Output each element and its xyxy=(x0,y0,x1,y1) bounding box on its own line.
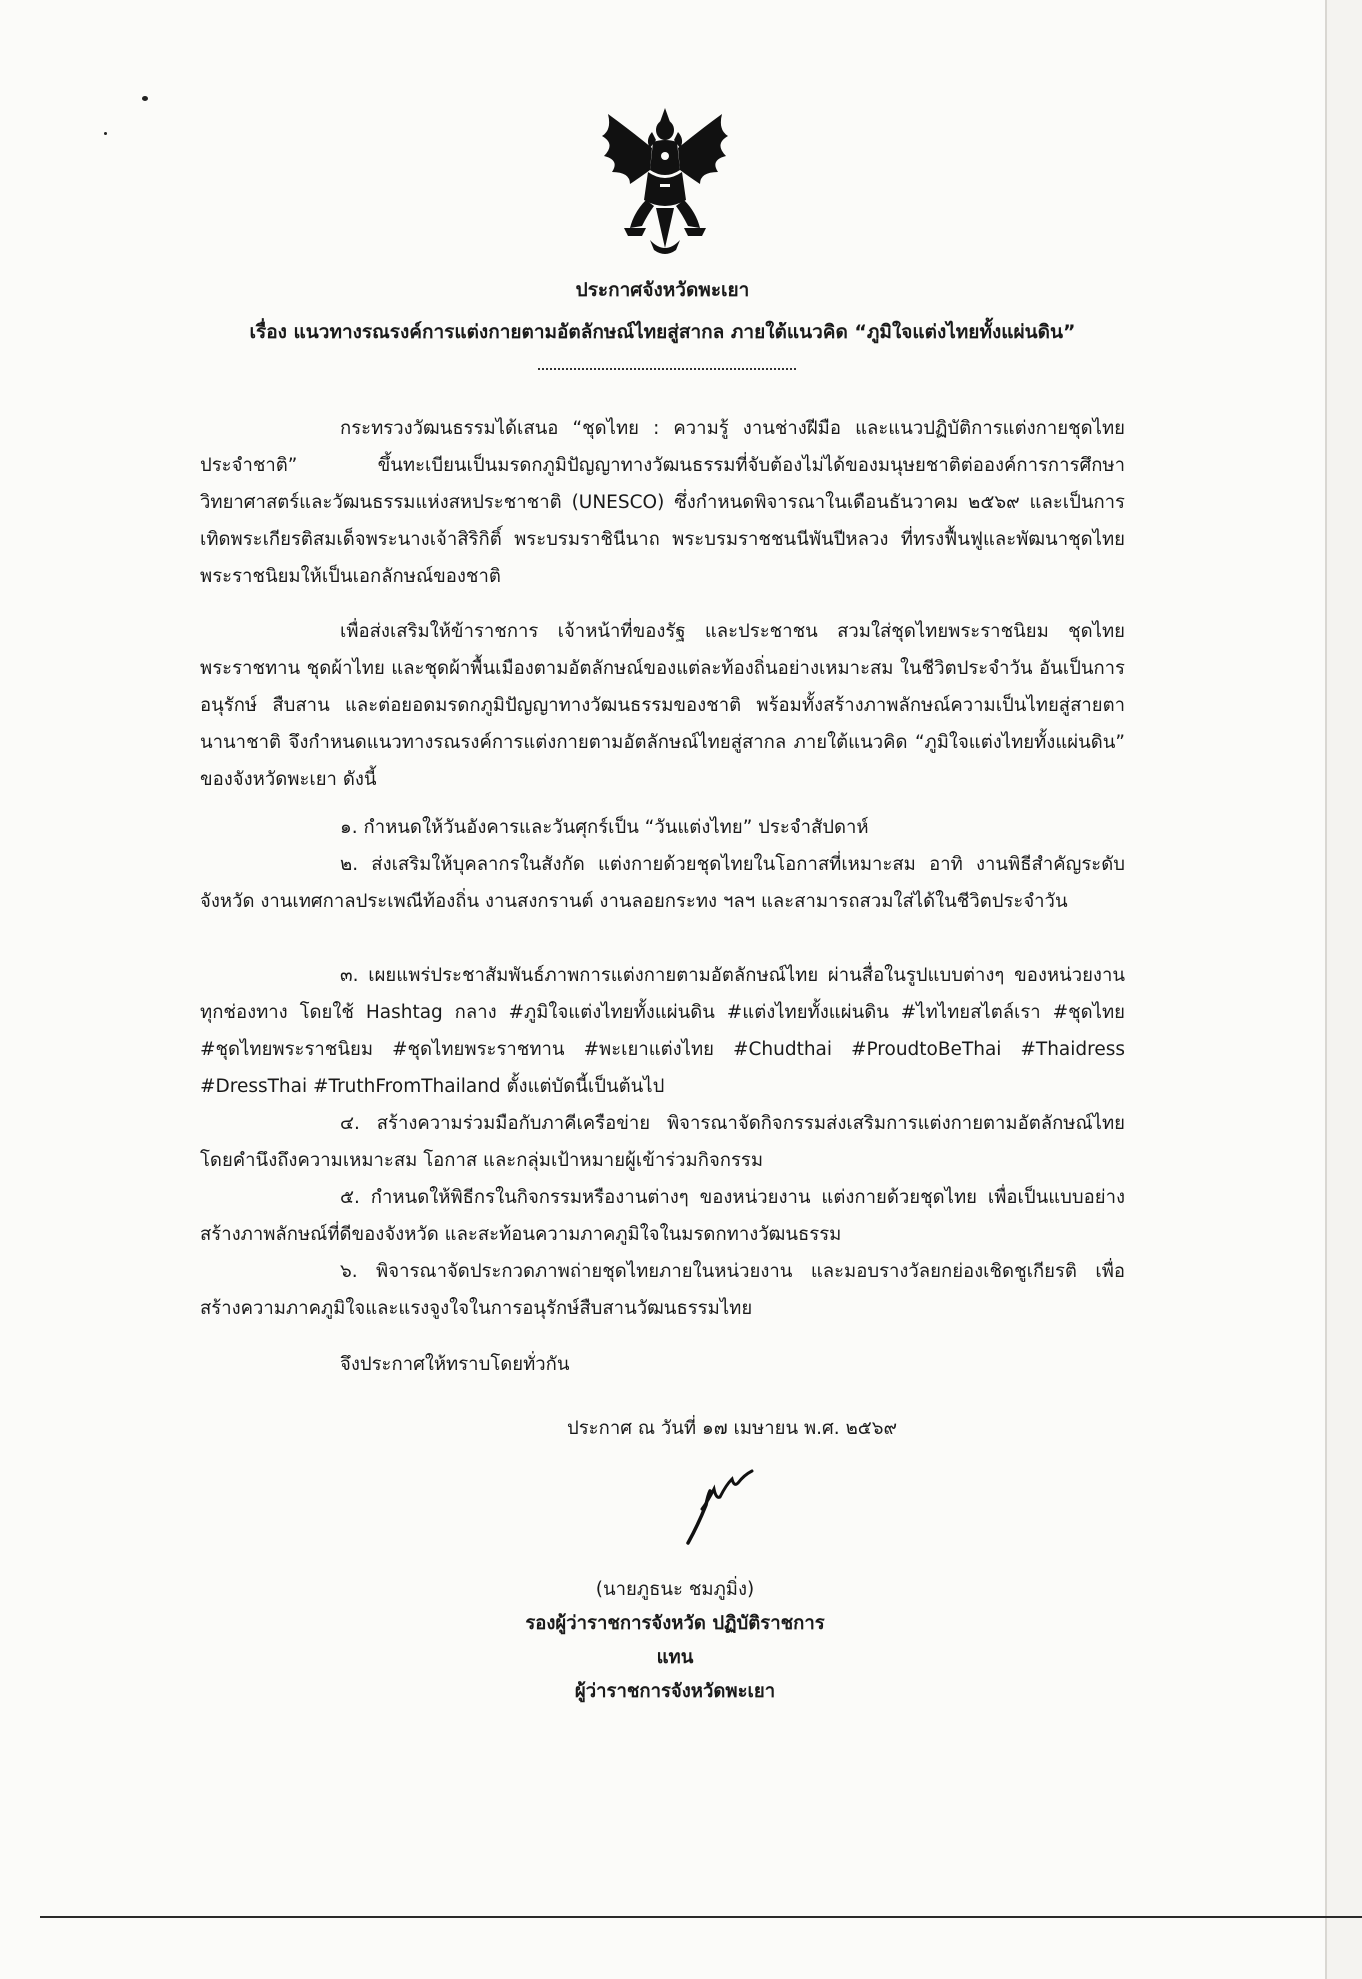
announcement-date: ประกาศ ณ วันที่ ๑๗ เมษายน พ.ศ. ๒๕๖๙ xyxy=(567,1418,898,1439)
list-item-5: ๕. กำหนดให้พิธีกรในกิจกรรมหรืองานต่างๆ ของหน่วยงาน แต่งกายด้วยชุดไทย เพื่อเป็นแบบอย่างสร้างภาพลักษณ์ที่ดีของจังหวัด และสะท้อนความภาคภูมิใจในมรดกทางวัฒนธรรม xyxy=(200,1187,1125,1245)
handwritten-signature-icon xyxy=(680,1465,760,1555)
announcement-subject: เรื่อง แนวทางรณรงค์การแต่งกายตามอัตลักษณ์ไทยสู่สากล ภายใต้แนวคิด “ภูมิใจแต่งไทยทั้งแผ่นดิน” xyxy=(249,321,1076,343)
dotted-divider xyxy=(538,368,796,370)
signatory-name: (นายภูธนะ ชมภูมิ่ง) xyxy=(595,1579,755,1600)
paragraph-purpose: เพื่อส่งเสริมให้ข้าราชการ เจ้าหน้าที่ของรัฐ และประชาชน สวมใส่ชุดไทยพระราชนิยม ชุดไทยพระราชทาน ชุดผ้าไทย และชุดผ้าพื้นเมืองตามอัตลักษณ์ของแต่ละท้องถิ่นอย่างเหมาะสม ในชีวิตประจำวัน อันเป็นการอนุรักษ์ สืบสาน และต่อยอดมรดกภูมิปัญญาทางวัฒนธรรมของชาติ พร้อมทั้งสร้างภาพลักษณ์ความเป็นไทยสู่สายตานานาชาติ จึงกำหนดแนวทางรณรงค์การแต่งกายตามอัตลักษณ์ไทยสู่สากล ภายใต้แนวคิด “ภูมิใจแต่งไทยทั้งแผ่นดิน” ของจังหวัดพะเยา ดังนี้ xyxy=(200,621,1125,790)
page-edge-line xyxy=(40,1916,1362,1918)
signatory-position: รองผู้ว่าราชการจังหวัด ปฏิบัติราชการแทน xyxy=(525,1613,825,1668)
list-item-6: ๖. พิจารณาจัดประกวดภาพถ่ายชุดไทยภายในหน่วยงาน และมอบรางวัลยกย่องเชิดชูเกียรติ เพื่อสร้างความภาคภูมิใจและแรงจูงใจในการอนุรักษ์สืบสานวัฒนธรรมไทย xyxy=(200,1261,1125,1319)
scan-speck xyxy=(104,132,107,135)
list-item-4: ๔. สร้างความร่วมมือกับภาคีเครือข่าย พิจารณาจัดกิจกรรมส่งเสริมการแต่งกายตามอัตลักษณ์ไทย โดยคำนึงถึงความเหมาะสม โอกาส และกลุ่มเป้าหมายผู้เข้าร่วมกิจกรรม xyxy=(200,1113,1125,1171)
garuda-emblem-icon xyxy=(590,100,740,260)
list-item-3: ๓. เผยแพร่ประชาสัมพันธ์ภาพการแต่งกายตามอัตลักษณ์ไทย ผ่านสื่อในรูปแบบต่างๆ ของหน่วยงานทุกช่องทาง โดยใช้ Hashtag กลาง #ภูมิใจแต่งไทยทั้งแผ่นดิน #แต่งไทยทั้งแผ่นดิน #ไทไทยสไตล์เรา #ชุดไทย #ชุดไทยพระราชนิยม #ชุดไทยพระราชทาน #พะเยาแต่งไทย #Chudthai #ProudtoBeThai #Thaidress #DressThai #TruthFromThailand ตั้งแต่บัดนี้เป็นต้นไป xyxy=(200,965,1125,1097)
signatory-authority: ผู้ว่าราชการจังหวัดพะเยา xyxy=(574,1681,776,1702)
signatory-block xyxy=(520,1573,830,1709)
closing-line: จึงประกาศให้ทราบโดยทั่วกัน xyxy=(340,1354,570,1375)
list-item-1: ๑. กำหนดให้วันอังคารและวันศุกร์เป็น “วันแต่งไทย” ประจำสัปดาห์ xyxy=(340,817,869,838)
paragraph-intro: กระทรวงวัฒนธรรมได้เสนอ “ชุดไทย : ความรู้ งานช่างฝีมือ และแนวปฏิบัติการแต่งกายชุดไทยประจำชาติ” ขึ้นทะเบียนเป็นมรดกภูมิปัญญาทางวัฒนธรรมที่จับต้องไม่ได้ของมนุษยชาติต่อองค์การการศึกษา วิทยาศาสตร์และวัฒนธรรมแห่งสหประชาชาติ (UNESCO) ซึ่งกำหนดพิจารณาในเดือนธันวาคม ๒๕๖๙ และเป็นการเทิดพระเกียรติสมเด็จพระนางเจ้าสิริกิติ์ พระบรมราชินีนาถ พระบรมราชชนนีพันปีหลวง ที่ทรงฟื้นฟูและพัฒนาชุดไทยพระราชนิยมให้เป็นเอกลักษณ์ของชาติ xyxy=(200,418,1125,587)
scan-speck xyxy=(142,96,148,101)
list-item-2: ๒. ส่งเสริมให้บุคลากรในสังกัด แต่งกายด้วยชุดไทยในโอกาสที่เหมาะสม อาทิ งานพิธีสำคัญระดับจังหวัด งานเทศกาลประเพณีท้องถิ่น งานสงกรานต์ งานลอยกระทง ฯลฯ และสามารถสวมใส่ได้ในชีวิตประจำวัน xyxy=(200,854,1125,912)
announcement-title: ประกาศจังหวัดพะเยา xyxy=(575,279,750,301)
